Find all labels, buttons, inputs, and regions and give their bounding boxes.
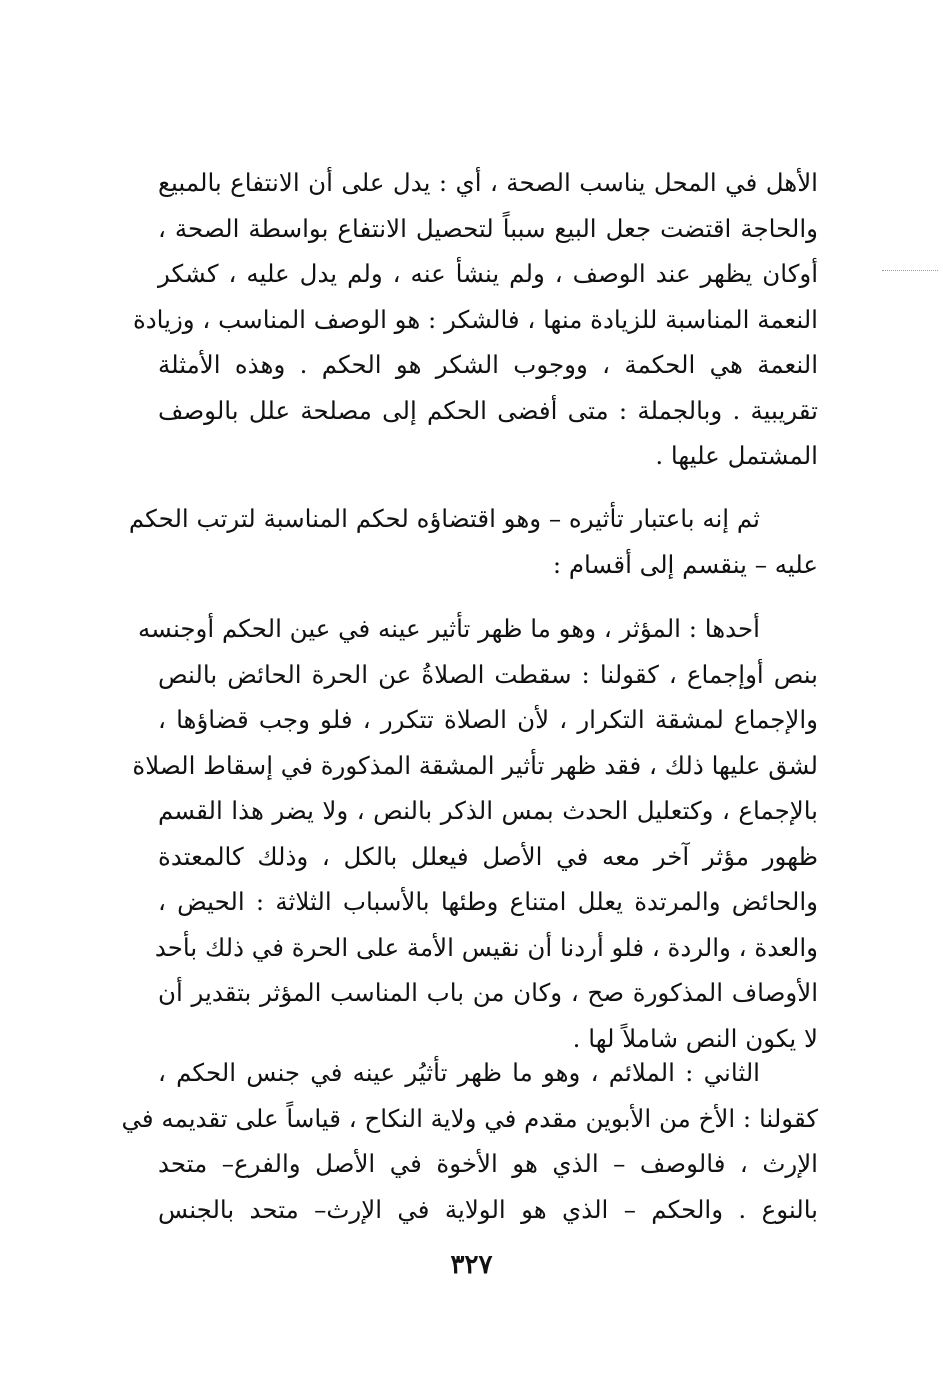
text-line: تقريبية . وبالجملة : متى أفضى الحكم إلى مصلحة علل بالوصف bbox=[158, 395, 818, 425]
text-line: كقولنا : الأخ من الأبوين مقدم في ولاية النكاح ، قياساً على تقديمه في bbox=[121, 1103, 818, 1133]
text-line: لا يكون النص شاملاً لها . bbox=[572, 1023, 818, 1053]
text-line: والعدة ، والردة ، فلو أردنا أن نقيس الأمة على الحرة في ذلك بأحد bbox=[154, 932, 818, 962]
paragraph-continuation bbox=[132, 160, 818, 479]
text-line: المشتمل عليها . bbox=[655, 441, 818, 470]
text-line: الأهل في المحل يناسب الصحة ، أي : يدل على أن الانتفاع بالمبيع bbox=[158, 168, 818, 197]
text-line: ثم إنه باعتبار تأثيره – وهو اقتضاؤه لحكم المناسبة لترتب الحكم bbox=[128, 504, 760, 533]
text-line: بنص أوإجماع ، كقولنا : سقطت الصلاةُ عن الحرة الحائض بالنص bbox=[158, 659, 818, 689]
text-line: أحدها : المؤثر ، وهو ما ظهر تأثير عينه في عين الحكم أوجنسه bbox=[138, 614, 760, 643]
text-line: والإجماع لمشقة التكرار ، لأن الصلاة تتكرر ، فلو وجب قضاؤها ، bbox=[158, 705, 819, 734]
text-line: الإرث ، فالوصف – الذي هو الأخوة في الأصل والفرع– متحد bbox=[158, 1149, 818, 1178]
paragraph-second-category bbox=[121, 1050, 818, 1232]
text-line: بالإجماع ، وكتعليل الحدث بمس الذكر بالنص ، ولا يضر هذا القسم bbox=[158, 796, 818, 825]
text-line: لشق عليها ذلك ، فقد ظهر تأثير المشقة المذكورة في إسقاط الصلاة bbox=[132, 750, 818, 780]
margin-mark bbox=[882, 270, 938, 271]
text-line: النعمة المناسبة للزيادة منها ، فالشكر : هو الوصف المناسب ، وزيادة bbox=[132, 304, 818, 334]
text-line: الثاني : الملائم ، وهو ما ظهر تأثيُر عينه في جنس الحكم ، bbox=[158, 1058, 760, 1087]
page-number: ٣٢٧ bbox=[450, 1250, 493, 1280]
paragraph-first-category bbox=[132, 606, 819, 1061]
text-line: والحائض والمرتدة يعلل امتناع وطئها بالأسباب الثلاثة : الحيض ، bbox=[158, 887, 818, 916]
text-line: ظهور مؤثر آخر معه في الأصل فيعلل بالكل ، وذلك كالمعتدة bbox=[158, 841, 818, 871]
text-line: والحاجة اقتضت جعل البيع سبباً لتحصيل الانتفاع بواسطة الصحة ، bbox=[158, 213, 818, 243]
text-line: الأوصاف المذكورة صح ، وكان من باب المناسب المؤثر بتقدير أن bbox=[158, 978, 818, 1007]
paragraph-division-intro bbox=[128, 496, 818, 587]
text-line: عليه – ينقسم إلى أقسام : bbox=[552, 549, 818, 579]
text-line: أوكان يظهر عند الوصف ، ولم ينشأ عنه ، ولم يدل عليه ، كشكر bbox=[158, 259, 818, 288]
text-line: بالنوع . والحكم – الذي هو الولاية في الإرث– متحد بالجنس bbox=[158, 1194, 818, 1224]
text-line: النعمة هي الحكمة ، ووجوب الشكر هو الحكم . وهذه الأمثلة bbox=[158, 350, 818, 379]
